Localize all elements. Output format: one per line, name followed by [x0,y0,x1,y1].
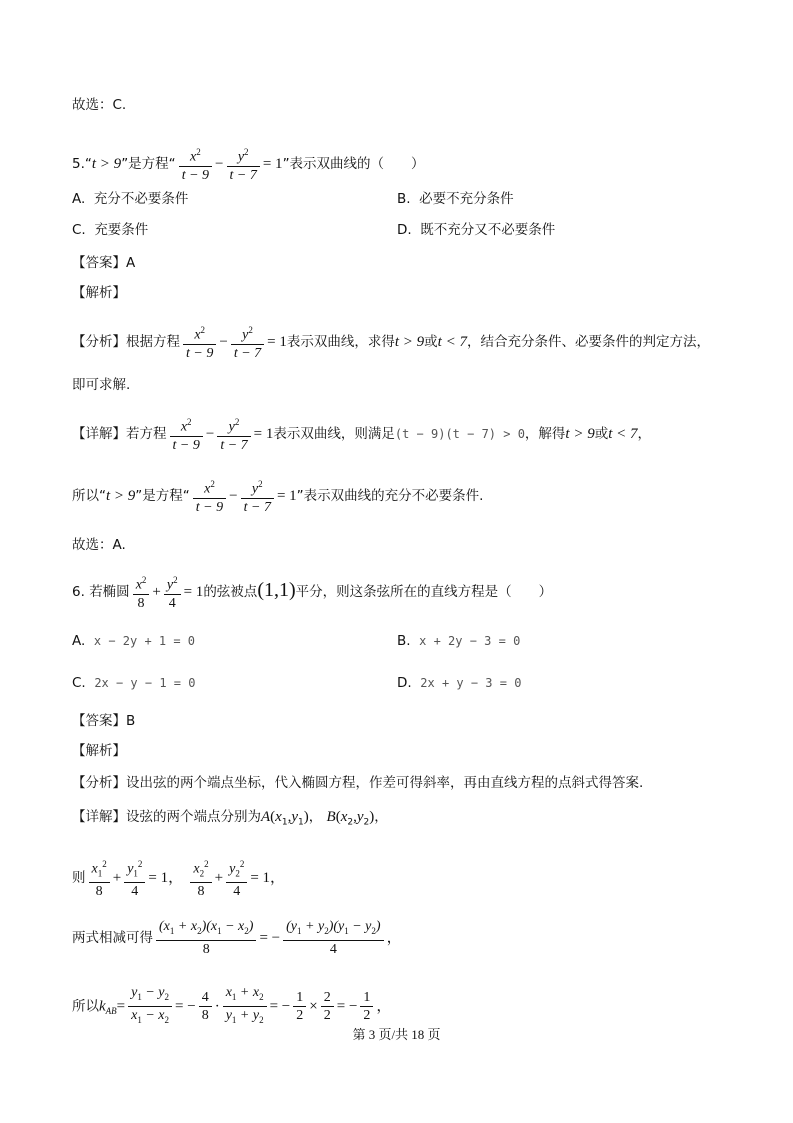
q5-stem: 5.“t > 9”是方程“ $\frac{x^2}{t - 9}$ − $\frac{y^2}{t - 7}$ = 1”表示双曲线的（ ） [72,144,425,184]
q5-answer: 【答案】A [72,255,136,271]
q5-conclusion-line: 所以“t > 9”是方程“ $\frac{x^2}{t - 9}$ − $\frac{y^2}{t - 7}$ = 1”表示双曲线的充分不必要条件. [72,476,483,516]
q5-end: 故选：A. [72,537,126,553]
q6-option-a: A. x − 2y + 1 = 0 [72,633,196,649]
q6-number: 6. [72,583,85,600]
q5-analysis-tag: 【解析】 [72,285,126,301]
q5-option-a: A. 充分不必要条件 [72,191,189,207]
q6-option-c: C. 2x − y − 1 = 0 [72,675,196,691]
q5-fenxi-cont: 即可求解. [72,377,131,393]
q6-subtract: 两式相减可得 $\frac{(x_1 + x_2)(x_1 - x_2)}{8}$ = − $\frac{(y_1 + y_2)(y_1 - y_2)}{4}$ ， [72,919,402,957]
q5-option-b: B. 必要不充分条件 [397,191,514,207]
q5-number: 5. [72,155,85,172]
q6-point: (1,1) [257,578,296,601]
q6-option-b: B. x + 2y − 3 = 0 [397,633,521,649]
fraction-x2-over-t-9: $\frac{x^2}{t - 9}$ [179,144,212,184]
q6-substitute: 则 $\frac{x_1^2}{8}$ + $\frac{y_1^2}{4}$ = 1， $\frac{x_2^2}{8}$ + $\frac{y_2^2}{4}$ = 1， [72,856,285,900]
page-footer: 第 3 页/共 18 页 [352,1027,441,1042]
q6-option-d: D. 2x + y − 3 = 0 [397,675,522,691]
q5-option-d: D. 既不充分又不必要条件 [397,222,556,238]
q6-xiangjie: 【详解】设弦的两个端点分别为$A(x_1,y_1)$， $B(x_2,y_2)$， [72,809,388,828]
q5-condition-product: (t − 9)(t − 7) > 0 [394,426,525,441]
fraction-y2-over-t-7: $\frac{y^2}{t - 7}$ [227,144,260,184]
q6-stem: 6. 若椭圆 $\frac{x^2}{8}$ + $\frac{y^2}{4}$ = 1的弦被点(1,1)平分，则这条弦所在的直线方程是（ ） [72,572,552,612]
q4-conclusion: 故选：C. [72,97,127,113]
q5-fenxi: 【分析】根据方程 $\frac{x^2}{t - 9}$ − $\frac{y^2}{t - 7}$ = 1表示双曲线，求得t > 9或t < 7，结合充分条件、必要条件的判定方法， [72,322,710,362]
q6-fenxi: 【分析】设出弦的两个端点坐标，代入椭圆方程，作差可得斜率，再由直线方程的点斜式得答案. [72,775,644,791]
q6-answer: 【答案】B [72,713,136,729]
q6-analysis-tag: 【解析】 [72,743,126,759]
q5-condition: t > 9 [91,155,122,172]
q5-option-c: C. 充要条件 [72,222,149,238]
q5-xiangjie: 【详解】若方程 $\frac{x^2}{t - 9}$ − $\frac{y^2}{t - 7}$ = 1表示双曲线，则满足(t − 9)(t − 7) > 0，解得t > 9或t < 7， [72,414,651,454]
q6-slope: 所以$k_{AB}=$ $\frac{y_1 - y_2}{x_1 - x_2}$ = − $\frac{4}{8}$ · $\frac{x_1 + x_2}{y_1 + y_2}$ = − $\frac{1}{2}$ × $\frac{2}{2}$ = − $\frac{1}{2}$ ， [72,985,392,1025]
